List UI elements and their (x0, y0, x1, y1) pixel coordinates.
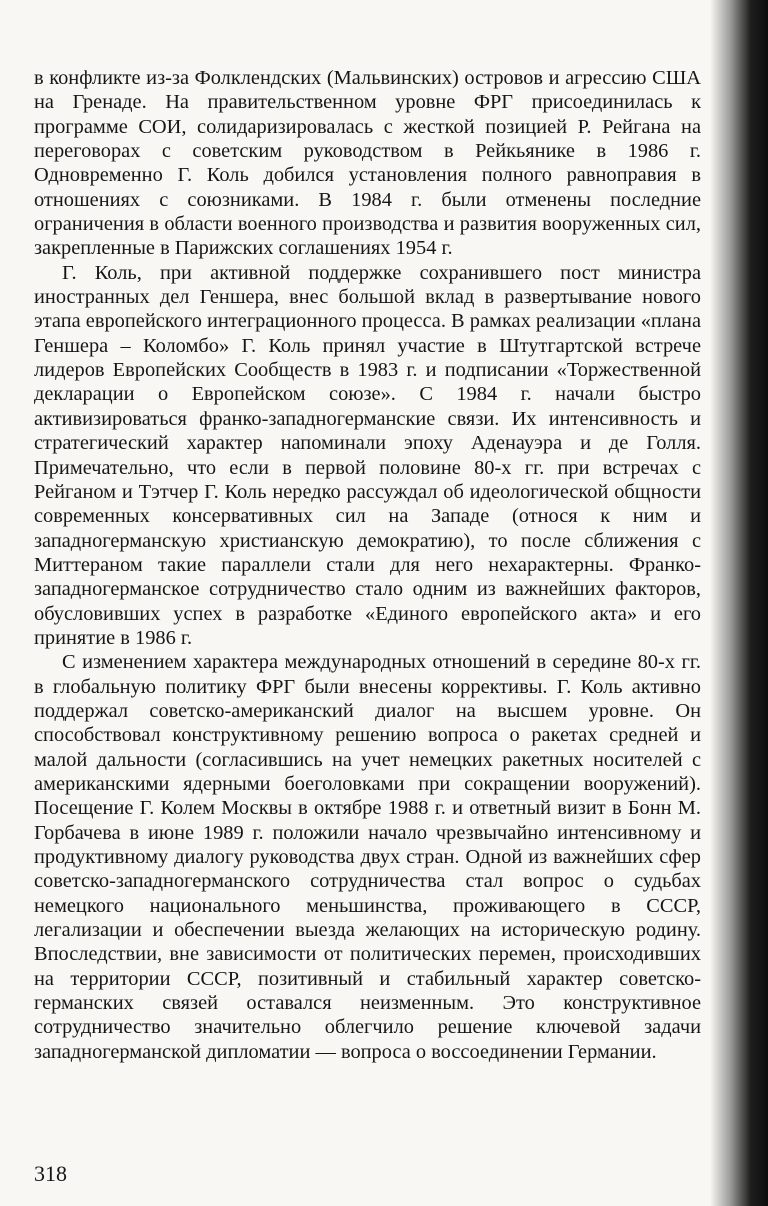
body-text (34, 66, 701, 1064)
paragraph-1: в конфликте из-за Фолклендских (Мальвинских) островов и агрессию США на Гренаде. На правительственном уровне ФРГ присоединилась к программе СОИ, солидаризировалась с жесткой позицией Р. Рейгана на переговорах с советским руководством в Рейкьянике в 1986 г. Одновременно Г. Коль добился установления полного равноправия в отношениях с союзниками. В 1984 г. были отменены последние ограничения в области военного производства и развития вооруженных сил, закрепленные в Парижских соглашениях 1954 г. (34, 67, 701, 260)
paragraph-3: С изменением характера международных отношений в середине 80-х гг. в глобальную политику ФРГ были внесены коррективы. Г. Коль активно поддержал советско-американский диалог на высшем уровне. Он способствовал конструктивному решению вопроса о ракетах средней и малой дальности (согласившись на учет немецких ракетных носителей с американскими ядерными боеголовками при сокращении вооружений). Посещение Г. Колем Москвы в октябре 1988 г. и ответный визит в Бонн М. Горбачева в июне 1989 г. положили начало чрезвычайно интенсивному и продуктивному диалогу руководства двух стран. Одной из важнейших сфер советско-западногерманского сотрудничества стал вопрос о судьбах немецкого национального меньшинства, проживающего в СССР, легализации и обеспечении выезда желающих на историческую родину. Впоследствии, вне зависимости от политических перемен, происходивших на территории СССР, позитивный и стабильный характер советско-германских связей оставался неизменным. Это конструктивное сотрудничество значительно облегчило решение ключевой задачи западногерманской дипломатии — вопроса о воссоединении Германии. (34, 651, 701, 1063)
paragraph-2: Г. Коль, при активной поддержке сохранившего пост министра иностранных дел Геншера, внес большой вклад в развертывание нового этапа европейского интеграционного процесса. В рамках реализации «плана Геншера – Коломбо» Г. Коль принял участие в Штутгартской встрече лидеров Европейских Сообществ в 1983 г. и подписании «Торжественной декларации о Европейском союзе». С 1984 г. начали быстро активизироваться франко-западногерманские связи. Их интенсивность и стратегический характер напоминали эпоху Аденауэра и де Голля. Примечательно, что если в первой половине 80-х гг. при встречах с Рейганом и Тэтчер Г. Коль нередко рассуждал об идеологической общности современных консервативных сил на Западе (относя к ним и западногерманскую христианскую демократию), то после сближения с Миттераном такие параллели стали для него нехарактерны. Франко-западногерманское сотрудничество стало одним из важнейших факторов, обусловивших успех в разработке «Единого европейского акта» и его принятие в 1986 г. (34, 261, 701, 649)
page-number: 318 (34, 1161, 67, 1186)
page-binding-shadow (710, 0, 768, 1206)
